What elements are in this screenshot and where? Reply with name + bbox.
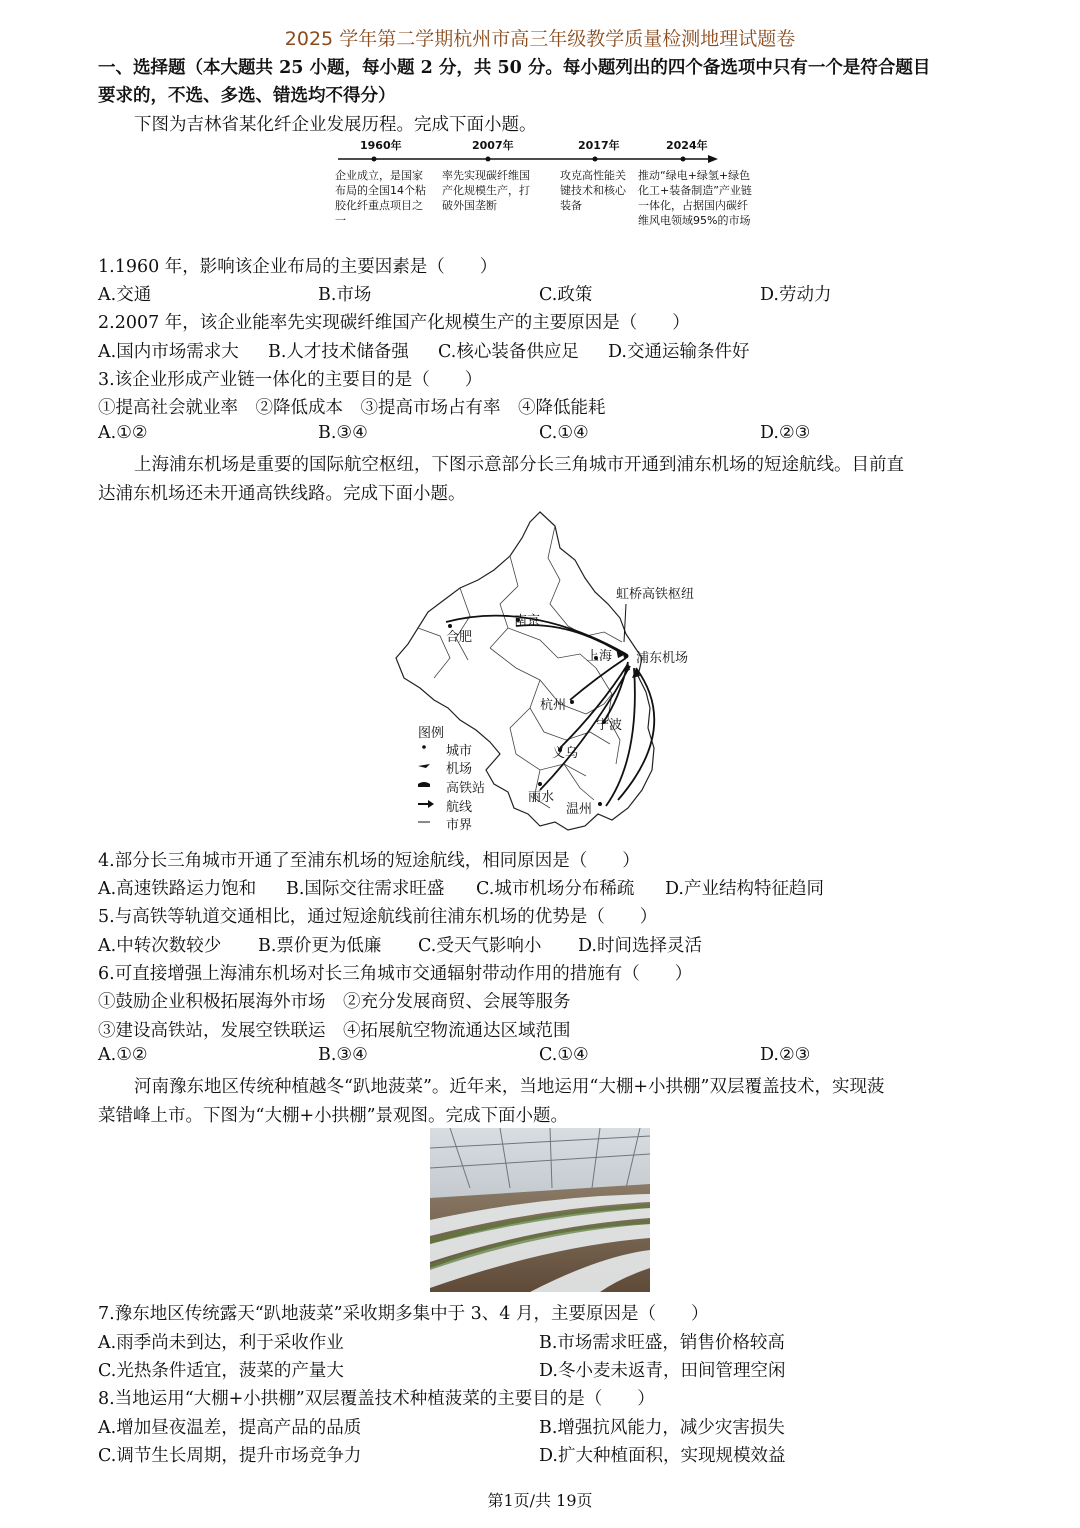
q3-option-b[interactable]: B.③④: [318, 423, 368, 443]
q2-option-c[interactable]: C.核心装备供应足: [438, 342, 579, 362]
q3-option-d[interactable]: D.②③: [760, 423, 811, 443]
greenhouse-photo: [430, 1128, 650, 1292]
greenhouse-photo-drawing: [430, 1128, 650, 1292]
group1-intro: 下图为吉林省某化纤企业发展历程。完成下面小题。: [134, 115, 537, 135]
timeline-year-2007: 2007年: [472, 139, 514, 152]
q7-option-b[interactable]: B.市场需求旺盛，销售价格较高: [539, 1333, 785, 1353]
q1-option-c[interactable]: C.政策: [539, 285, 593, 305]
q7-option-c[interactable]: C.光热条件适宜，菠菜的产量大: [98, 1361, 344, 1381]
q7-option-a[interactable]: A.雨季尚未到达，利于采收作业: [98, 1333, 344, 1353]
timeline-text-1960: 企业成立，是国家布局的全国14个粘胶化纤重点项目之一: [335, 169, 426, 227]
map-hub-label: 虹桥高铁枢纽: [616, 587, 695, 602]
timeline-year-1960: 1960年: [360, 139, 402, 152]
q7-option-d[interactable]: D.冬小麦未返青，田间管理空闲: [539, 1361, 786, 1381]
q2-option-d[interactable]: D.交通运输条件好: [608, 342, 750, 362]
map-city-lishui: 丽水: [528, 790, 555, 805]
timeline-year-2017: 2017年: [578, 139, 620, 152]
question-1: 1.1960 年，影响该企业布局的主要因素是（ ）: [98, 257, 498, 277]
q8-option-a[interactable]: A.增加昼夜温差，提高产品的品质: [98, 1418, 362, 1438]
map-city-nanjing: 南京: [514, 614, 541, 629]
yangtze-delta-map: [390, 508, 700, 838]
q8-option-c[interactable]: C.调节生长周期，提升市场竞争力: [98, 1446, 362, 1466]
q3-items: ①提高社会就业率 ②降低成本 ③提高市场占有率 ④降低能耗: [98, 398, 606, 418]
group2-intro-line2: 达浦东机场还未开通高铁线路。完成下面小题。: [98, 484, 466, 504]
group2-intro-line1: 上海浦东机场是重要的国际航空枢纽，下图示意部分长三角城市开通到浦东机场的短途航线。目前直: [134, 455, 904, 475]
question-8: 8.当地运用“大棚+小拱棚”双层覆盖技术种植菠菜的主要目的是（ ）: [98, 1389, 655, 1409]
map-city-wenzhou: 温州: [566, 802, 593, 817]
question-4: 4.部分长三角城市开通了至浦东机场的短途航线，相同原因是（ ）: [98, 851, 640, 871]
map-legend-boundary: 市界: [446, 818, 473, 833]
question-5: 5.与高铁等轨道交通相比，通过短途航线前往浦东机场的优势是（ ）: [98, 907, 658, 927]
timeline-text-2007: 率先实现碳纤维国产化规模生产，打破外国垄断: [442, 169, 530, 212]
q4-option-a[interactable]: A.高速铁路运力饱和: [98, 879, 257, 899]
map-legend-route: 航线: [446, 800, 473, 815]
group3-intro-line1: 河南豫东地区传统种植越冬“趴地菠菜”。近年来，当地运用“大棚+小拱棚”双层覆盖技术，实现菠: [134, 1077, 885, 1097]
q3-option-a[interactable]: A.①②: [98, 423, 148, 443]
map-city-hefei: 合肥: [446, 630, 473, 645]
q3-option-c[interactable]: C.①④: [539, 423, 589, 443]
map-city-ningbo: 宁波: [596, 718, 623, 733]
q6-option-c[interactable]: C.①④: [539, 1045, 589, 1065]
q2-option-a[interactable]: A.国内市场需求大: [98, 342, 239, 362]
q5-option-a[interactable]: A.中转次数较少: [98, 936, 222, 956]
q5-option-b[interactable]: B.票价更为低廉: [258, 936, 382, 956]
q4-option-d[interactable]: D.产业结构特征趋同: [665, 879, 824, 899]
q6-option-d[interactable]: D.②③: [760, 1045, 811, 1065]
timeline-text-2024: 推动“绿电+绿氢+绿色化工+装备制造”产业链一体化，占据国内碳纤维风电领域95%的市场: [638, 169, 752, 227]
map-legend-railway-station: 高铁站: [446, 781, 486, 796]
map-city-hangzhou: 杭州: [540, 698, 567, 713]
map-legend-city: 城市: [446, 744, 473, 759]
question-7: 7.豫东地区传统露天“趴地菠菜”采收期多集中于 3、4 月，主要原因是（ ）: [98, 1304, 709, 1324]
q8-option-b[interactable]: B.增强抗风能力，减少灾害损失: [539, 1418, 785, 1438]
q5-option-c[interactable]: C.受天气影响小: [418, 936, 542, 956]
map-city-yiwu: 义乌: [552, 746, 579, 761]
q1-option-b[interactable]: B.市场: [318, 285, 372, 305]
q5-option-d[interactable]: D.时间选择灵活: [578, 936, 702, 956]
question-6: 6.可直接增强上海浦东机场对长三角城市交通辐射带动作用的措施有（ ）: [98, 964, 693, 984]
q4-option-c[interactable]: C.城市机场分布稀疏: [476, 879, 635, 899]
q6-option-b[interactable]: B.③④: [318, 1045, 368, 1065]
q2-option-b[interactable]: B.人才技术储备强: [268, 342, 409, 362]
page-title: 2025 学年第二学期杭州市高三年级教学质量检测地理试题卷: [284, 28, 796, 50]
timeline-year-2024: 2024年: [666, 139, 708, 152]
q1-option-d[interactable]: D.劳动力: [760, 285, 832, 305]
q1-option-a[interactable]: A.交通: [98, 285, 152, 305]
map-city-shanghai: 上海: [586, 649, 613, 664]
page-number: 第1页/共 19页: [487, 1491, 593, 1510]
question-2: 2.2007 年，该企业能率先实现碳纤维国产化规模生产的主要原因是（ ）: [98, 313, 690, 333]
q6-items-line1: ①鼓励企业积极拓展海外市场 ②充分发展商贸、会展等服务: [98, 992, 571, 1012]
question-3: 3.该企业形成产业链一体化的主要目的是（ ）: [98, 370, 483, 390]
section-heading-line1: 一、选择题（本大题共 25 小题，每小题 2 分，共 50 分。每小题列出的四个备选项中只有一个是符合题目: [98, 58, 931, 78]
timeline-figure: [330, 134, 760, 246]
q6-option-a[interactable]: A.①②: [98, 1045, 148, 1065]
q4-option-b[interactable]: B.国际交往需求旺盛: [286, 879, 445, 899]
map-legend-title: 图例: [418, 726, 445, 741]
section-heading-line2: 要求的，不选、多选、错选均不得分）: [98, 86, 396, 106]
timeline-text-2017: 攻克高性能关键技术和核心装备: [560, 169, 626, 212]
group3-intro-line2: 菜错峰上市。下图为“大棚+小拱棚”景观图。完成下面小题。: [98, 1106, 569, 1126]
q6-items-line2: ③建设高铁站，发展空铁联运 ④拓展航空物流通达区域范围: [98, 1021, 571, 1041]
map-legend-airport: 机场: [446, 762, 473, 777]
map-city-pudong-airport: 浦东机场: [636, 651, 689, 666]
q8-option-d[interactable]: D.扩大种植面积，实现规模效益: [539, 1446, 786, 1466]
